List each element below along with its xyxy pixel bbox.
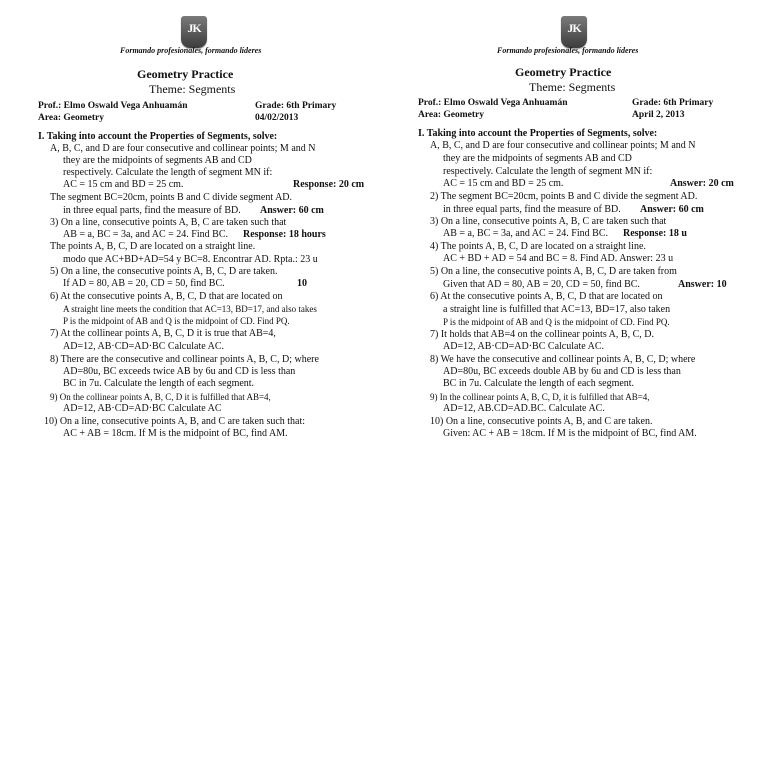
problem-line: AD=12, AB·CD=AD·BC Calculate AC bbox=[63, 403, 222, 414]
problem-line: 6) At the consecutive points A, B, C, D that are located on bbox=[430, 291, 663, 302]
problem-line: AD=80u, BC exceeds twice AB by 6u and CD is less than bbox=[63, 366, 296, 377]
problem-line: modo que AC+BD+AD=54 y BC=8. Encontrar AD. Rpta.: 23 u bbox=[63, 254, 318, 265]
problem-line: AC + BD + AD = 54 and BC = 8. Find AD. Answer: 23 u bbox=[443, 253, 674, 264]
problem-line: 7) It holds that AB=4 on the collinear points A, B, C, D. bbox=[430, 329, 654, 340]
answer-label: 10 bbox=[297, 278, 307, 289]
problem-line: Given: AC + AB = 18cm. If M is the midpoint of BC, find AM. bbox=[443, 428, 697, 439]
motto: Formando profesionales, formando líderes bbox=[497, 46, 639, 55]
problem-line: respectively. Calculate the length of segment MN if: bbox=[63, 167, 273, 178]
problem-line: BC in 7u. Calculate the length of each segment. bbox=[443, 378, 635, 389]
problem-line: 8) We have the consecutive and collinear points A, B, C, D; where bbox=[430, 354, 696, 365]
problem-line: AC + AB = 18cm. If M is the midpoint of BC, find AM. bbox=[63, 428, 288, 439]
date-label: 04/02/2013 bbox=[255, 113, 299, 123]
answer-label: Answer: 60 cm bbox=[640, 204, 704, 215]
problem-line: respectively. Calculate the length of segment MN if: bbox=[443, 166, 653, 177]
problem-line: 9) In the collinear points A, B, C, D, it is fulfilled that AB=4, bbox=[430, 392, 650, 402]
problem-line: 5) On a line, the consecutive points A, B, C, D are taken from bbox=[430, 266, 677, 277]
problem-line: 3) On a line, consecutive points A, B, C are taken such that bbox=[50, 217, 287, 228]
section-heading: I. Taking into account the Properties of Segments, solve: bbox=[418, 128, 658, 139]
answer-label: Response: 20 cm bbox=[293, 179, 365, 190]
professor-name: Prof.: Elmo Oswald Vega Anhuamán bbox=[38, 101, 188, 111]
problem-line: If AD = 80, AB = 20, CD = 50, find BC. bbox=[63, 278, 225, 289]
theme-subtitle: Theme: Segments bbox=[149, 82, 236, 96]
problem-line: 2) The segment BC=20cm, points B and C divide the segment AD. bbox=[430, 191, 698, 202]
problem-line: AD=12, AB·CD=AD·BC Calculate AC. bbox=[63, 341, 224, 352]
problem-line: 6) At the consecutive points A, B, C, D that are located on bbox=[50, 291, 283, 302]
area-label: Area: Geometry bbox=[418, 110, 485, 120]
problem-line: 7) At the collinear points A, B, C, D it is true that AB=4, bbox=[50, 328, 276, 339]
problem-line: they are the midpoints of segments AB and CD bbox=[443, 153, 632, 164]
grade-label: Grade: 6th Primary bbox=[255, 101, 337, 111]
problem-line: A straight line meets the condition that AC=13, BD=17, and also takes bbox=[63, 304, 317, 314]
problem-line: AC = 15 cm and BD = 25 cm. bbox=[443, 178, 564, 189]
problem-line: 8) There are the consecutive and collinear points A, B, C, D; where bbox=[50, 354, 319, 365]
motto: Formando profesionales, formando líderes bbox=[120, 46, 262, 55]
logo-text: JK bbox=[187, 21, 201, 35]
school-logo bbox=[181, 16, 207, 48]
problem-line: Given that AD = 80, AB = 20, CD = 50, find BC. bbox=[443, 279, 640, 290]
problem-line: P is the midpoint of AB and Q is the midpoint of CD. Find PQ. bbox=[443, 317, 670, 327]
problem-line: AB = a, BC = 3a, and AC = 24. Find BC. bbox=[443, 228, 608, 239]
answer-label: Answer: 10 bbox=[678, 279, 727, 290]
problem-line: AB = a, BC = 3a, and AC = 24. Find BC. bbox=[63, 229, 228, 240]
logo-text: JK bbox=[567, 21, 581, 35]
theme-subtitle: Theme: Segments bbox=[529, 80, 616, 94]
date-label: April 2, 2013 bbox=[632, 110, 685, 120]
answer-label: Response: 18 hours bbox=[243, 229, 326, 240]
problem-line: a straight line is fulfilled that AC=13, BD=17, also taken bbox=[443, 304, 671, 315]
problem-line: P is the midpoint of AB and Q is the midpoint of CD. Find PQ. bbox=[63, 316, 290, 326]
problem-line: in three equal parts, find the measure of BD. bbox=[63, 205, 241, 216]
answer-label: Answer: 20 cm bbox=[670, 178, 734, 189]
problem-line: AD=80u, BC exceeds double AB by 6u and CD is less than bbox=[443, 366, 681, 377]
page-title: Geometry Practice bbox=[137, 67, 234, 81]
area-label: Area: Geometry bbox=[38, 113, 105, 123]
section-heading: I. Taking into account the Properties of Segments, solve: bbox=[38, 131, 278, 142]
professor-name: Prof.: Elmo Oswald Vega Anhuamán bbox=[418, 98, 568, 108]
problem-line: 5) On a line, the consecutive points A, B, C, D are taken. bbox=[50, 266, 278, 277]
page-title: Geometry Practice bbox=[515, 65, 612, 79]
problem-line: The points A, B, C, D are located on a straight line. bbox=[50, 241, 256, 252]
problem-line: 10) On a line, consecutive points A, B, and C are taken such that: bbox=[44, 416, 306, 427]
problem-line: AC = 15 cm and BD = 25 cm. bbox=[63, 179, 184, 190]
problem-line: in three equal parts, find the measure of BD. bbox=[443, 204, 621, 215]
problem-line: The segment BC=20cm, points B and C divide segment AD. bbox=[50, 192, 293, 203]
grade-label: Grade: 6th Primary bbox=[632, 98, 714, 108]
problem-line: 10) On a line, consecutive points A, B, and C are taken. bbox=[430, 416, 653, 427]
answer-label: Response: 18 u bbox=[623, 228, 687, 239]
problem-line: AD=12, AB.CD=AD.BC. Calculate AC. bbox=[443, 403, 605, 414]
answer-label: Answer: 60 cm bbox=[260, 205, 324, 216]
problem-line: AD=12, AB·CD=AD·BC Calculate AC. bbox=[443, 341, 604, 352]
school-logo bbox=[561, 16, 587, 48]
problem-line: BC in 7u. Calculate the length of each segment. bbox=[63, 378, 255, 389]
problem-line: 3) On a line, consecutive points A, B, C are taken such that bbox=[430, 216, 667, 227]
problem-line: 4) The points A, B, C, D are located on a straight line. bbox=[430, 241, 646, 252]
problem-line: A, B, C, and D are four consecutive and collinear points; M and N bbox=[430, 140, 696, 151]
problem-line: they are the midpoints of segments AB and CD bbox=[63, 155, 252, 166]
problem-line: 9) On the collinear points A, B, C, D it is fulfilled that AB=4, bbox=[50, 392, 271, 402]
problem-line: A, B, C, and D are four consecutive and collinear points; M and N bbox=[50, 143, 316, 154]
